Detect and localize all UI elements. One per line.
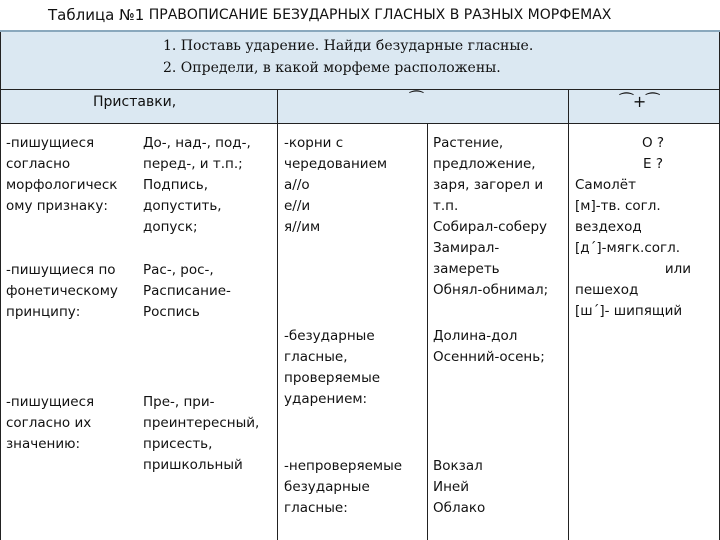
prefix-example-3: Пре-, при- преинтересный, присесть, пришкольный xyxy=(143,394,260,473)
root-example-2: Долина-дол Осенний-осень; xyxy=(433,328,545,365)
title-text: ПРАВОПИСАНИЕ БЕЗУДАРНЫХ ГЛАСНЫХ В РАЗНЫХ МОРФЕМАХ xyxy=(148,7,612,23)
prefix-example-2: Рас-, рос-, Расписание- Роспись xyxy=(143,262,231,320)
root-example-3: Вокзал Иней Облако xyxy=(433,458,486,516)
task-2: 2. Определи, в какой морфеме расположены. xyxy=(163,60,501,76)
prefix-header: Приставки, xyxy=(93,94,177,110)
column-divider-2 xyxy=(568,90,569,540)
prefix-rule-1: -пишущиеся согласно морфологическ ому признаку: xyxy=(6,135,118,214)
prefix-rule-3: -пишущиеся согласно их значению: xyxy=(6,394,95,452)
left-border xyxy=(0,32,1,540)
root-rule-1: -корни с чередованием а//о е//и я//им xyxy=(284,135,388,235)
suffix-examples: О ? Е ? Самолёт [м]-тв. согл. вездеход [д´]-мягк.согл. или пешеход [ш´]- шипящий xyxy=(575,135,691,319)
column-divider-3 xyxy=(427,124,428,540)
root-suffix-symbol-icon: ⁀+⁀ xyxy=(620,92,660,111)
prefix-example-1: До-, над-, под-, перед-, и т.п.; Подпись, допустить, допуск; xyxy=(143,135,251,235)
root-rule-2: -безударные гласные, проверяемые ударением: xyxy=(284,328,381,407)
task-row xyxy=(0,32,720,90)
root-rule-3: -непроверяемые безударные гласные: xyxy=(284,458,403,516)
header-row xyxy=(0,90,720,124)
root-symbol-icon: ⁀ xyxy=(410,90,423,109)
root-example-1: Растение, предложение, заря, загорел и т.п. Собирал-соберу Замирал- замереть Обнял-обнимал; xyxy=(433,135,549,298)
table-title xyxy=(0,0,720,32)
column-divider-1 xyxy=(277,90,278,540)
prefix-rule-2: -пишущиеся по фонетическому принципу: xyxy=(6,262,118,320)
task-1: 1. Поставь ударение. Найди безударные гласные. xyxy=(163,38,534,54)
title-number: Таблица №1 xyxy=(48,6,145,24)
